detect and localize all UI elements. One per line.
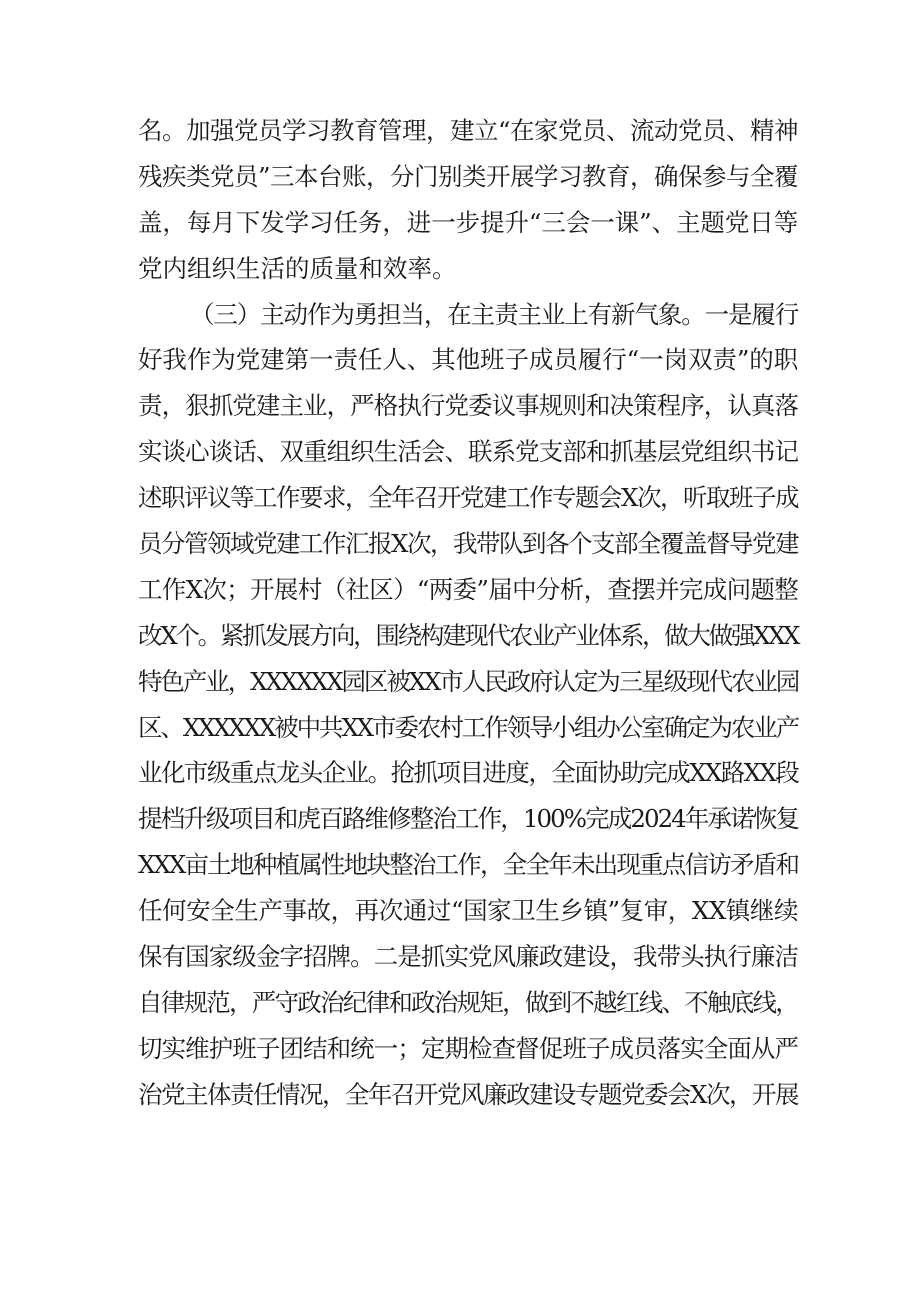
text-line-8: 实谈心谈话、双重组织生活会、联系党支部和抓基层党组织书记 [138, 437, 798, 467]
text-line-19: 保有国家级金字招牌。二是抓实党风廉政建设，我带头执行廉洁 [138, 942, 798, 972]
text-line-13: 特色产业，XXXXXX园区被XX市人民政府认定为三星级现代农业园 [138, 666, 798, 696]
text-line-4: 党内组织生活的质量和效率。 [138, 253, 457, 283]
text-line-12: 改X个。紧抓发展方向，围绕构建现代农业产业体系，做大做强XXX [138, 620, 798, 650]
text-line-11: 工作X次；开展村（社区）“两委”届中分析，查摆并完成问题整 [138, 574, 798, 604]
text-line-15: 业化市级重点龙头企业。抢抓项目进度，全面协助完成XX路XX段 [138, 758, 798, 788]
text-line-7: 责，狠抓党建主业，严格执行党委议事规则和决策程序，认真落 [138, 391, 798, 421]
text-line-18: 任何安全生产事故，再次通过“国家卫生乡镇”复审，XX镇继续 [138, 896, 798, 926]
text-line-16: 提档升级项目和虎百路维修整治工作，100%完成2024年承诺恢复 [138, 804, 798, 834]
text-line-1: 名。加强党员学习教育管理，建立“在家党员、流动党员、精神 [138, 116, 799, 145]
text-line-9: 述职评议等工作要求，全年召开党建工作专题会X次，听取班子成 [138, 483, 798, 513]
text-line-20: 自律规范，严守政治纪律和政治规矩，做到不越红线、不触底线， [138, 987, 798, 1017]
body-text [138, 108, 798, 1118]
text-line-14: 区、XXXXXX被中共XX市委农村工作领导小组办公室确定为农业产 [138, 712, 798, 742]
text-line-17: XXX亩土地种植属性地块整治工作，全全年未出现重点信访矛盾和 [138, 850, 798, 880]
text-line-3: 盖，每月下发学习任务，进一步提升“三会一课”、主题党日等 [138, 207, 798, 237]
section-three-heading-line: （三）主动作为勇担当，在主责主业上有新气象。一是履行 [190, 299, 798, 329]
text-line-10: 员分管领域党建工作汇报X次，我带队到各个支部全覆盖督导党建 [138, 529, 798, 559]
text-line-6: 好我作为党建第一责任人、其他班子成员履行“一岗双责”的职 [138, 345, 798, 375]
text-line-2: 残疾类党员”三本台账，分门别类开展学习教育，确保参与全覆 [138, 161, 799, 191]
text-line-21: 切实维护班子团结和统一；定期检查督促班子成员落实全面从严 [138, 1033, 798, 1063]
text-line-22: 治党主体责任情况，全年召开党风廉政建设专题党委会X次，开展 [138, 1079, 798, 1109]
